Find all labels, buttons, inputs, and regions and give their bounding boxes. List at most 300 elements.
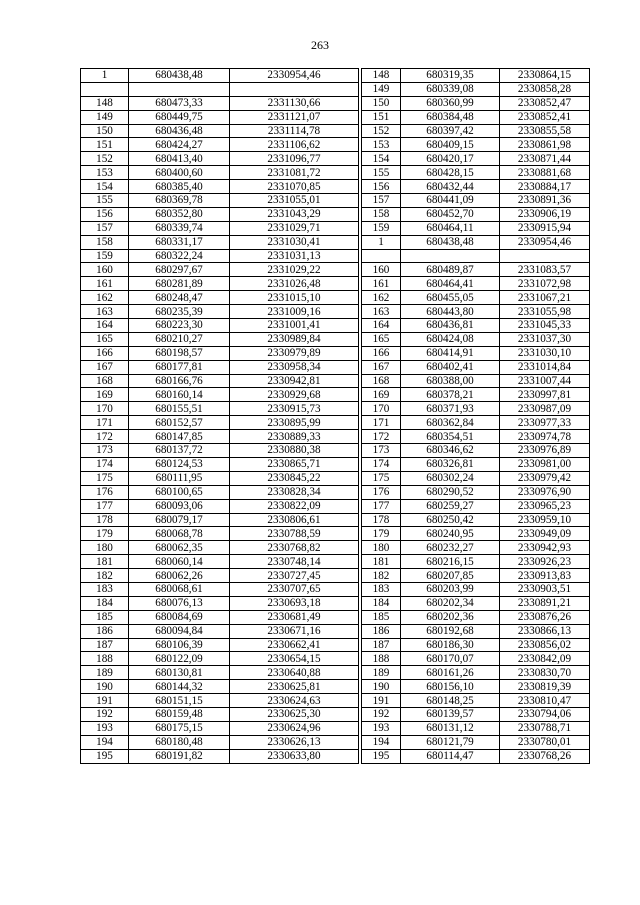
coordinate-y: 2330976,89 [500,444,590,458]
table-row [81,471,359,485]
point-number: 166 [81,346,129,360]
coordinate-x: 680441,09 [401,194,500,208]
point-number: 174 [362,457,401,471]
table-row [81,735,359,749]
coordinate-y: 2330852,47 [500,96,590,110]
coordinate-x: 680428,15 [401,166,500,180]
table-row [362,152,590,166]
coordinate-x: 680449,75 [129,110,230,124]
table-row [81,96,359,110]
point-number: 150 [81,124,129,138]
coordinate-x: 680281,89 [129,277,230,291]
coordinate-x: 680369,78 [129,194,230,208]
table-row [81,582,359,596]
table-row [362,596,590,610]
coordinate-x: 680464,11 [401,221,500,235]
coordinate-x: 680131,12 [401,721,500,735]
point-number: 185 [362,610,401,624]
point-number: 179 [362,527,401,541]
coordinate-x: 680198,57 [129,346,230,360]
table-row [362,110,590,124]
point-number: 170 [81,402,129,416]
point-number: 158 [362,207,401,221]
point-number: 151 [81,138,129,152]
coordinates-table-right [361,68,590,764]
page-number: 263 [311,38,329,52]
point-number: 173 [81,444,129,458]
point-number: 163 [81,305,129,319]
table-row [81,638,359,652]
coordinate-y: 2331045,33 [500,319,590,333]
coordinate-y: 2330707,65 [230,582,359,596]
coordinate-y: 2330949,09 [500,527,590,541]
coordinate-y: 2330748,14 [230,555,359,569]
table-row [362,569,590,583]
point-number: 193 [362,721,401,735]
table-row [81,513,359,527]
table-row [362,527,590,541]
coordinate-x: 680322,24 [129,249,230,263]
table-row [362,69,590,83]
point-number: 165 [362,332,401,346]
point-number: 150 [362,96,401,110]
coordinate-y: 2330794,06 [500,707,590,721]
table-row [362,444,590,458]
coordinate-x: 680489,87 [401,263,500,277]
coordinate-x: 680339,74 [129,221,230,235]
point-number: 163 [362,305,401,319]
coordinate-y: 2330913,83 [500,569,590,583]
coordinate-x: 680339,08 [401,82,500,96]
point-number: 189 [81,666,129,680]
coordinate-x: 680259,27 [401,499,500,513]
coordinate-y: 2330974,78 [500,430,590,444]
coordinate-x: 680378,21 [401,388,500,402]
coordinate-y: 2330828,34 [230,485,359,499]
table-row [362,499,590,513]
table-row [362,319,590,333]
coordinate-x: 680402,41 [401,360,500,374]
coordinate-y: 2331029,71 [230,221,359,235]
coordinate-y: 2330959,10 [500,513,590,527]
coordinate-x: 680388,00 [401,374,500,388]
point-number: 154 [81,180,129,194]
point-number: 151 [362,110,401,124]
table-row [362,305,590,319]
table-row [362,652,590,666]
coordinate-x: 680240,95 [401,527,500,541]
table-row [362,707,590,721]
coordinate-y: 2330903,51 [500,582,590,596]
coordinate-x: 680455,05 [401,291,500,305]
coordinate-x: 680137,72 [129,444,230,458]
coordinate-x: 680159,48 [129,707,230,721]
table-row [362,430,590,444]
point-number: 190 [81,680,129,694]
table-row [362,666,590,680]
table-row [81,332,359,346]
table-row [81,194,359,208]
point-number: 152 [81,152,129,166]
table-row [81,666,359,680]
coordinate-x: 680076,13 [129,596,230,610]
coordinate-x: 680438,48 [129,69,230,83]
coordinate-y: 2331029,22 [230,263,359,277]
table-row [81,110,359,124]
point-number: 176 [362,485,401,499]
point-number: 193 [81,721,129,735]
coordinate-y: 2330915,73 [230,402,359,416]
point-number: 191 [362,694,401,708]
table-row [362,555,590,569]
table-row [362,749,590,763]
coordinate-x: 680413,40 [129,152,230,166]
table-row [362,416,590,430]
table-row [362,513,590,527]
table-row [362,96,590,110]
table-row [81,416,359,430]
coordinate-x: 680473,33 [129,96,230,110]
coordinate-y: 2330884,17 [500,180,590,194]
coordinate-x: 680151,15 [129,694,230,708]
coordinate-x: 680175,15 [129,721,230,735]
coordinate-y: 2330889,33 [230,430,359,444]
point-number: 156 [81,207,129,221]
point-number: 181 [362,555,401,569]
table-row [81,305,359,319]
coordinate-x: 680443,80 [401,305,500,319]
table-row [81,707,359,721]
coordinate-y: 2330881,68 [500,166,590,180]
coordinate-y: 2331067,21 [500,291,590,305]
point-number: 169 [81,388,129,402]
coordinate-x: 680203,99 [401,582,500,596]
coordinate-y: 2331014,84 [500,360,590,374]
table-row [362,332,590,346]
table-row [362,471,590,485]
point-number: 169 [362,388,401,402]
table-row [81,485,359,499]
table-row [81,527,359,541]
point-number: 188 [362,652,401,666]
coordinate-x: 680170,07 [401,652,500,666]
table-row [81,694,359,708]
table-row [81,541,359,555]
table-row [362,291,590,305]
table-row [362,541,590,555]
coordinate-y: 2330625,30 [230,707,359,721]
coordinate-y: 2330926,23 [500,555,590,569]
coordinate-x: 680436,81 [401,319,500,333]
coordinate-x: 680232,27 [401,541,500,555]
coordinate-y: 2330626,13 [230,735,359,749]
coordinate-x: 680452,70 [401,207,500,221]
point-number: 176 [81,485,129,499]
point-number: 168 [81,374,129,388]
table-row [362,694,590,708]
coordinate-x: 680111,95 [129,471,230,485]
coordinate-y: 2330942,81 [230,374,359,388]
coordinate-y: 2331026,48 [230,277,359,291]
point-number: 157 [81,221,129,235]
coordinate-y: 2330954,46 [500,235,590,249]
coordinate-x: 680385,40 [129,180,230,194]
coordinate-y: 2330625,81 [230,680,359,694]
coordinate-y: 2330780,01 [500,735,590,749]
point-number: 187 [362,638,401,652]
coordinate-x: 680124,53 [129,457,230,471]
coordinate-x: 680397,42 [401,124,500,138]
coordinate-x: 680414,91 [401,346,500,360]
coordinate-x: 680155,51 [129,402,230,416]
table-row [362,360,590,374]
coordinate-y: 2330727,45 [230,569,359,583]
coordinate-y: 2330871,44 [500,152,590,166]
point-number: 1 [362,235,401,249]
point-number: 164 [362,319,401,333]
coordinate-x: 680114,47 [401,749,500,763]
coordinate-y: 2330866,13 [500,624,590,638]
coordinate-y: 2331055,98 [500,305,590,319]
coordinate-y: 2330880,38 [230,444,359,458]
point-number: 177 [362,499,401,513]
table-row [81,680,359,694]
table-row [362,207,590,221]
coordinate-y: 2330895,99 [230,416,359,430]
coordinate-y: 2330915,94 [500,221,590,235]
table-row [81,444,359,458]
coordinate-y: 2331106,62 [230,138,359,152]
table-row [81,596,359,610]
table-row [81,166,359,180]
coordinate-y: 2330845,22 [230,471,359,485]
point-number: 157 [362,194,401,208]
coordinate-y: 2330979,42 [500,471,590,485]
coordinate-x: 680424,27 [129,138,230,152]
table-row [362,180,590,194]
table-row [81,652,359,666]
coordinate-y: 2330768,82 [230,541,359,555]
coordinate-x: 680400,60 [129,166,230,180]
coordinate-x: 680062,35 [129,541,230,555]
coordinate-y: 2330681,49 [230,610,359,624]
coordinate-x: 680297,67 [129,263,230,277]
coordinate-x: 680331,17 [129,235,230,249]
coordinate-y: 2330624,96 [230,721,359,735]
coordinate-x: 680248,47 [129,291,230,305]
table-row [81,263,359,277]
coordinate-x: 680192,68 [401,624,500,638]
table-row [362,374,590,388]
point-number: 160 [362,263,401,277]
point-number: 184 [81,596,129,610]
coordinate-x: 680202,34 [401,596,500,610]
coordinate-y: 2330976,90 [500,485,590,499]
point-number: 152 [362,124,401,138]
coordinate-x: 680223,30 [129,319,230,333]
table-row [362,638,590,652]
coordinate-y: 2331130,66 [230,96,359,110]
point-number: 149 [362,82,401,96]
point-number: 168 [362,374,401,388]
coordinate-y: 2330633,80 [230,749,359,763]
point-number: 185 [81,610,129,624]
table-row [362,610,590,624]
point-number: 162 [362,291,401,305]
table-row [81,207,359,221]
point-number: 158 [81,235,129,249]
coordinate-x: 680362,84 [401,416,500,430]
table-row [81,721,359,735]
table-row [362,235,590,249]
table-row [81,374,359,388]
coordinate-x: 680326,81 [401,457,500,471]
coordinate-x: 680093,06 [129,499,230,513]
coordinate-y: 2330806,61 [230,513,359,527]
point-number: 194 [81,735,129,749]
table-row [362,221,590,235]
coordinate-y: 2330624,63 [230,694,359,708]
table-row [362,277,590,291]
coordinate-y: 2330810,47 [500,694,590,708]
coordinate-x: 680464,41 [401,277,500,291]
coordinate-x: 680354,51 [401,430,500,444]
point-number: 154 [362,152,401,166]
table-row [362,263,590,277]
coordinate-x: 680424,08 [401,332,500,346]
coordinate-y: 2330997,81 [500,388,590,402]
table-row [362,124,590,138]
point-number: 164 [81,319,129,333]
coordinate-x: 680139,57 [401,707,500,721]
coordinate-y: 2331114,78 [230,124,359,138]
coordinate-x: 680438,48 [401,235,500,249]
table-row [362,249,590,263]
coordinates-table-left [80,68,359,764]
coordinate-y: 2330858,28 [500,82,590,96]
coordinate-y: 2331001,41 [230,319,359,333]
point-number: 165 [81,332,129,346]
coordinate-y: 2331083,57 [500,263,590,277]
point-number: 173 [362,444,401,458]
coordinate-y: 2330822,09 [230,499,359,513]
table-row [81,235,359,249]
coordinate-x: 680360,99 [401,96,500,110]
coordinate-x: 680302,24 [401,471,500,485]
point-number: 180 [362,541,401,555]
table-row [362,346,590,360]
point-number: 160 [81,263,129,277]
coordinate-x: 680180,48 [129,735,230,749]
coordinate-x: 680100,65 [129,485,230,499]
coordinate-x: 680148,25 [401,694,500,708]
coordinate-x: 680384,48 [401,110,500,124]
table-row [362,402,590,416]
point-number [362,249,401,263]
coordinate-x: 680166,76 [129,374,230,388]
point-number: 172 [362,430,401,444]
point-number: 187 [81,638,129,652]
table-row [362,582,590,596]
table-row [81,138,359,152]
point-number: 153 [362,138,401,152]
point-number: 1 [81,69,129,83]
coordinate-x: 680122,09 [129,652,230,666]
coordinate-y: 2331037,30 [500,332,590,346]
point-number: 162 [81,291,129,305]
coordinate-y: 2331072,98 [500,277,590,291]
table-row [362,485,590,499]
point-number: 191 [81,694,129,708]
point-number: 179 [81,527,129,541]
coordinate-x: 680177,81 [129,360,230,374]
coordinate-x: 680068,78 [129,527,230,541]
table-row [81,346,359,360]
coordinate-x: 680420,17 [401,152,500,166]
coordinate-x: 680147,85 [129,430,230,444]
point-number: 149 [81,110,129,124]
coordinate-x: 680060,14 [129,555,230,569]
coordinate-x: 680062,26 [129,569,230,583]
coordinate-y: 2330671,16 [230,624,359,638]
coordinate-y: 2330891,36 [500,194,590,208]
table-row [81,360,359,374]
coordinate-y: 2330865,71 [230,457,359,471]
point-number: 175 [81,471,129,485]
coordinate-x: 680319,35 [401,69,500,83]
point-number: 161 [81,277,129,291]
coordinate-y: 2331015,10 [230,291,359,305]
coordinate-x [129,82,230,96]
point-number: 166 [362,346,401,360]
point-number: 155 [81,194,129,208]
coordinate-y: 2330929,68 [230,388,359,402]
table-row [81,291,359,305]
coordinate-y: 2330906,19 [500,207,590,221]
table-row [81,277,359,291]
point-number: 177 [81,499,129,513]
coordinate-x: 680346,62 [401,444,500,458]
table-row [81,749,359,763]
coordinate-y: 2330662,41 [230,638,359,652]
coordinate-y: 2330788,71 [500,721,590,735]
coordinate-x: 680210,27 [129,332,230,346]
coordinate-y: 2330979,89 [230,346,359,360]
point-number: 192 [81,707,129,721]
point-number: 155 [362,166,401,180]
point-number: 195 [81,749,129,763]
table-row [362,624,590,638]
table-row [81,69,359,83]
coordinate-y: 2331007,44 [500,374,590,388]
coordinate-x: 680409,15 [401,138,500,152]
coordinate-y: 2330989,84 [230,332,359,346]
coordinate-x: 680432,44 [401,180,500,194]
table-row [81,402,359,416]
coordinate-y [500,249,590,263]
coordinate-y: 2330855,58 [500,124,590,138]
point-number: 148 [362,69,401,83]
coordinate-x: 680290,52 [401,485,500,499]
coordinate-y: 2330958,34 [230,360,359,374]
table-row [81,124,359,138]
coordinate-x: 680068,61 [129,582,230,596]
point-number: 172 [81,430,129,444]
coordinate-x: 680156,10 [401,680,500,694]
coordinate-x: 680202,36 [401,610,500,624]
point-number: 148 [81,96,129,110]
table-row [81,499,359,513]
